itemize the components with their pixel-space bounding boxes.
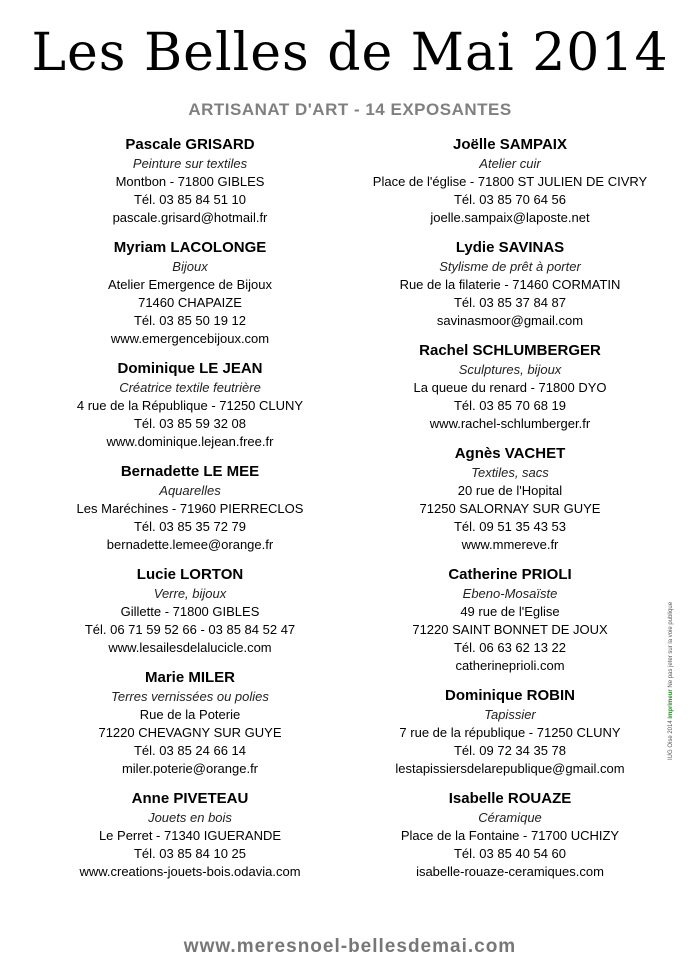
exhibitor-website-link[interactable]: www.lesailesdelalucicle.com [108, 640, 272, 655]
exhibitor-entry [345, 341, 675, 433]
side-note-prefix: IUG Oise 2014 [668, 720, 674, 760]
exhibitor-entry [345, 789, 675, 881]
exhibitor-entry [25, 359, 355, 451]
exhibitor-name: Joëlle SAMPAIX [453, 136, 567, 153]
exhibitor-name: Myriam LACOLONGE [113, 239, 267, 256]
exhibitor-craft: Terres vernissées ou polies [111, 689, 269, 704]
exhibitor-entry [345, 444, 675, 554]
exhibitor-phone: Tél. 03 85 35 72 79 [133, 519, 247, 534]
exhibitor-phone: Tél. 03 85 70 68 19 [453, 398, 567, 413]
exhibitor-craft: Céramique [478, 810, 542, 825]
exhibitor-email-link[interactable]: pascale.grisard@hotmail.fr [112, 210, 268, 225]
exhibitor-craft: Sculptures, bijoux [458, 362, 562, 377]
exhibitor-website-link[interactable]: www.dominique.lejean.free.fr [106, 434, 274, 449]
exhibitor-craft: Créatrice textile feutrière [119, 380, 261, 395]
exhibitor-entry [345, 135, 675, 227]
exhibitor-email-link[interactable]: bernadette.lemee@orange.fr [106, 537, 274, 552]
exhibitor-entry [25, 565, 355, 657]
exhibitor-craft: Atelier cuir [479, 156, 541, 171]
exhibitor-website-link[interactable]: catherineprioli.com [455, 658, 565, 673]
exhibitor-craft: Ebeno-Mosaïste [462, 586, 558, 601]
exhibitor-name: Bernadette LE MEE [120, 463, 260, 480]
exhibitor-entry [345, 238, 675, 330]
exhibitor-phone: Tél. 09 51 35 43 53 [453, 519, 567, 534]
exhibitor-phone: Tél. 09 72 34 35 78 [453, 743, 567, 758]
exhibitor-address: Rue de la Poterie [139, 707, 241, 722]
exhibitor-phone: Tél. 03 85 84 10 25 [133, 846, 247, 861]
exhibitor-entry [345, 686, 675, 778]
exhibitor-name: Marie MILER [144, 669, 235, 686]
exhibitor-phone: Tél. 03 85 37 84 87 [453, 295, 567, 310]
exhibitor-column-left [25, 135, 355, 892]
exhibitor-website-link[interactable]: www.rachel-schlumberger.fr [429, 416, 591, 431]
exhibitor-name: Lucie LORTON [136, 566, 244, 583]
exhibitor-entry [25, 789, 355, 881]
exhibitor-website-link[interactable]: www.mmereve.fr [461, 537, 559, 552]
exhibitor-address: 71460 CHAPAIZE [138, 295, 242, 310]
exhibitor-name: Anne PIVETEAU [131, 790, 249, 807]
printer-side-note [668, 602, 674, 760]
exhibitor-craft: Jouets en bois [148, 810, 232, 825]
exhibitor-craft: Stylisme de prêt à porter [439, 259, 581, 274]
exhibitor-address: 4 rue de la République - 71250 CLUNY [76, 398, 304, 413]
exhibitor-craft: Verre, bijoux [153, 586, 227, 601]
exhibitor-phone: Tél. 03 85 84 51 10 [133, 192, 247, 207]
exhibitor-address: Atelier Emergence de Bijoux [107, 277, 273, 292]
exhibitor-phone: Tél. 03 85 24 66 14 [133, 743, 247, 758]
exhibitor-website-link[interactable]: www.creations-jouets-bois.odavia.com [79, 864, 301, 879]
exhibitor-address: 71220 CHEVAGNY SUR GUYE [98, 725, 282, 740]
exhibitor-website-link[interactable]: isabelle-rouaze-ceramiques.com [416, 864, 604, 879]
exhibitor-column-right [345, 135, 675, 892]
exhibitor-craft: Bijoux [172, 259, 208, 274]
exhibitor-craft: Textiles, sacs [471, 465, 549, 480]
exhibitor-address: Place de la Fontaine - 71700 UCHIZY [400, 828, 620, 843]
exhibitor-entry [25, 668, 355, 778]
exhibitor-address: 20 rue de l'Hopital [457, 483, 563, 498]
exhibitor-website-link[interactable]: www.emergencebijoux.com [110, 331, 270, 346]
exhibitor-entry [25, 238, 355, 348]
exhibitor-name: Pascale GRISARD [125, 136, 255, 153]
exhibitor-phone: Tél. 06 71 59 52 66 - 03 85 84 52 47 [84, 622, 296, 637]
exhibitor-address: 71250 SALORNAY SUR GUYE [419, 501, 601, 516]
exhibitor-name: Dominique ROBIN [445, 687, 575, 704]
exhibitor-craft: Tapissier [484, 707, 536, 722]
exhibitor-address: Montbon - 71800 GIBLES [115, 174, 265, 189]
exhibitor-phone: Tél. 03 85 59 32 08 [133, 416, 247, 431]
exhibitor-name: Isabelle ROUAZE [448, 790, 572, 807]
footer-website-link[interactable]: www.meresnoel-bellesdemai.com [183, 936, 517, 957]
exhibitor-name: Agnès VACHET [454, 445, 566, 462]
exhibitor-phone: Tél. 06 63 62 13 22 [453, 640, 567, 655]
exhibitor-name: Catherine PRIOLI [448, 566, 572, 583]
exhibitor-address: 49 rue de l'Eglise [460, 604, 560, 619]
exhibitor-name: Dominique LE JEAN [117, 360, 263, 377]
exhibitor-entry [25, 462, 355, 554]
exhibitor-address: La queue du renard - 71800 DYO [413, 380, 607, 395]
exhibitor-address: 71220 SAINT BONNET DE JOUX [412, 622, 608, 637]
exhibitor-address: Gillette - 71800 GIBLES [120, 604, 260, 619]
page-title: Les Belles de Mai 2014 [31, 23, 669, 83]
page-subtitle: ARTISANAT D'ART - 14 EXPOSANTES [188, 100, 512, 119]
exhibitor-entry [345, 565, 675, 675]
exhibitor-craft: Aquarelles [159, 483, 221, 498]
exhibitor-email-link[interactable]: miler.poterie@orange.fr [121, 761, 259, 776]
side-note-suffix: Ne pas jeter sur la voie publique [668, 601, 674, 688]
exhibitor-address: Place de l'église - 71800 ST JULIEN DE CIVRY [372, 174, 648, 189]
exhibitor-name: Rachel SCHLUMBERGER [419, 342, 601, 359]
exhibitor-address: Le Perret - 71340 IGUERANDE [98, 828, 282, 843]
exhibitor-address: 7 rue de la république - 71250 CLUNY [399, 725, 621, 740]
exhibitor-email-link[interactable]: savinasmoor@gmail.com [436, 313, 584, 328]
exhibitor-name: Lydie SAVINAS [455, 239, 565, 256]
exhibitor-phone: Tél. 03 85 50 19 12 [133, 313, 247, 328]
exhibitor-phone: Tél. 03 85 70 64 56 [453, 192, 567, 207]
exhibitor-address: Les Maréchines - 71960 PIERRECLOS [76, 501, 304, 516]
exhibitor-email-link[interactable]: joelle.sampaix@laposte.net [430, 210, 590, 225]
exhibitor-address: Rue de la filaterie - 71460 CORMATIN [399, 277, 621, 292]
exhibitor-craft: Peinture sur textiles [132, 156, 248, 171]
exhibitor-phone: Tél. 03 85 40 54 60 [453, 846, 567, 861]
exhibitor-entry [25, 135, 355, 227]
side-note-mark: imprimeur [668, 689, 674, 719]
exhibitor-email-link[interactable]: lestapissiersdelarepublique@gmail.com [395, 761, 625, 776]
